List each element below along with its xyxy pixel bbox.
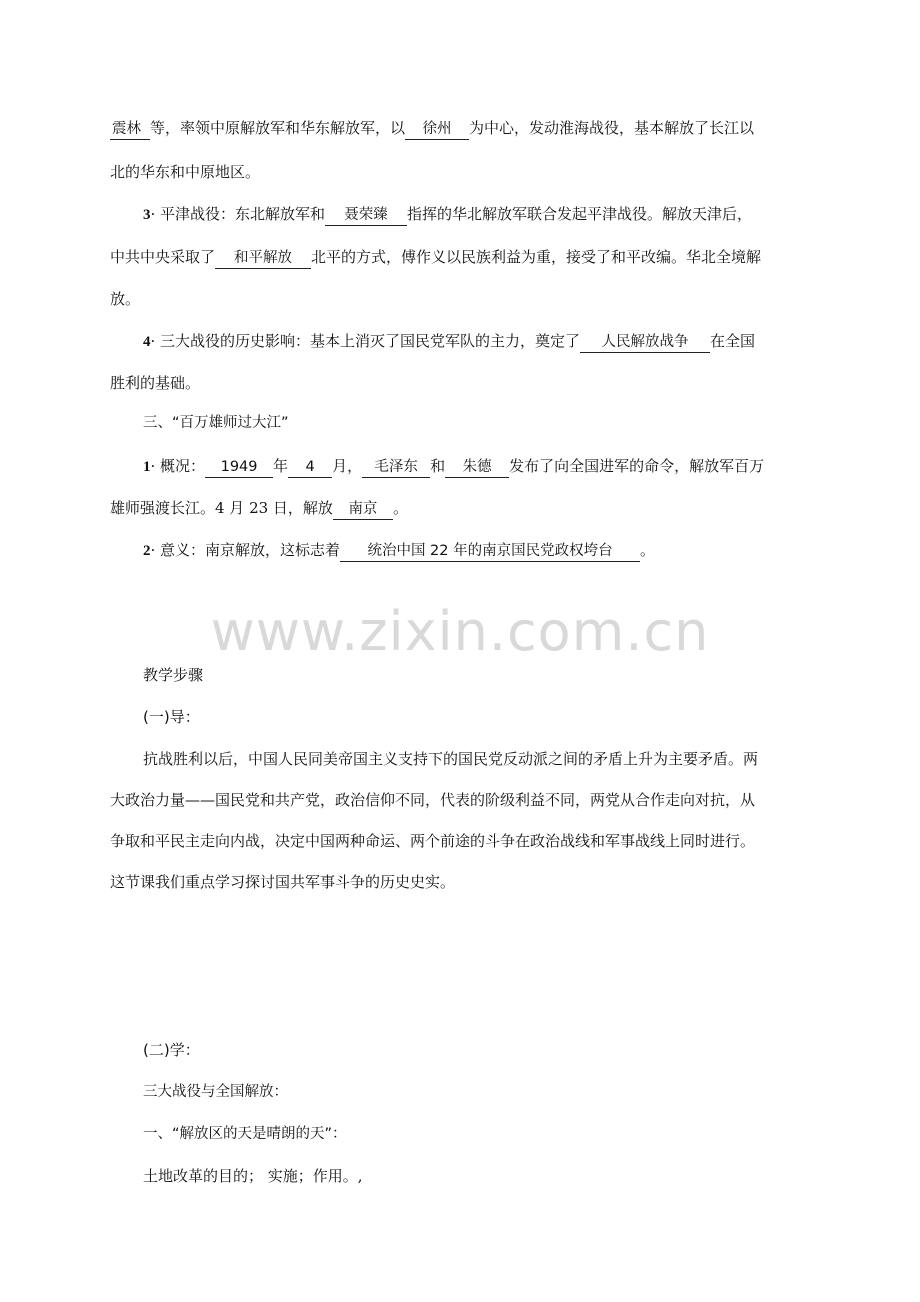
text: · 平津战役：东北解放军和 <box>150 205 326 223</box>
answer-blank: 4 <box>288 458 332 478</box>
answer-blank: 和平解放 <box>215 249 311 269</box>
text: 等，率领中原解放军和华东解放军，以 <box>150 119 406 137</box>
text: 在全国 <box>710 332 756 350</box>
answer-blank: 统治中国 22 年的南京国民党政权垮台 <box>340 542 640 562</box>
text: 月， <box>332 457 363 475</box>
item-number: 2 <box>143 543 151 559</box>
text: 为中心，发动淮海战役，基本解放了长江以 <box>469 119 755 137</box>
item-number: 3 <box>143 207 151 223</box>
learn-title: 三大战役与全国解放： <box>143 1084 288 1100</box>
text: · 意义：南京解放，这标志着 <box>150 541 341 559</box>
answer-blank: 震林 <box>110 120 150 140</box>
text: 。 <box>640 541 656 559</box>
liberation-continued-line-2 <box>110 161 260 183</box>
item-3-line-2 <box>110 246 761 268</box>
answer-blank: 徐州 <box>405 120 469 140</box>
answer-blank: 南京 <box>333 500 393 520</box>
learn-subheading: 一、“解放区的天是晴朗的天”： <box>143 1126 347 1142</box>
item-number: 1 <box>143 459 151 475</box>
text: 胜利的基础。 <box>110 374 201 392</box>
guide-paragraph-line: 争取和平民主走向内战，决定中国两种命运、两个前途的斗争在政治战线和军事战线上同时进行。 <box>110 832 756 850</box>
guide-heading: (一)导： <box>143 708 200 726</box>
item-4-line-1 <box>143 330 755 352</box>
text: 。 <box>392 499 408 517</box>
text: 北平的方式，傅作义以民族利益为重，接受了和平改编。华北全境解 <box>311 248 762 266</box>
teaching-steps-title: 教学步骤 <box>143 666 204 684</box>
learn-text-line: 土地改革的目的； 实施；作用。, <box>143 1167 363 1185</box>
section-3-item-1-line-1 <box>143 455 764 477</box>
text: · 概况： <box>150 457 206 475</box>
text: 北的华东和中原地区。 <box>110 163 261 181</box>
text: 年 <box>273 457 289 475</box>
answer-blank: 聂荣臻 <box>325 206 407 226</box>
answer-blank: 朱德 <box>445 458 509 478</box>
text: 中共中央采取了 <box>110 248 216 266</box>
guide-paragraph-line: 这节课我们重点学习探讨国共军事斗争的历史史实。 <box>110 873 456 891</box>
section-3-item-2 <box>143 539 655 561</box>
text: 发布了向全国进军的命令，解放军百万 <box>509 457 765 475</box>
text: 指挥的华北解放军联合发起平津战役。解放天津后， <box>407 205 753 223</box>
guide-paragraph-line: 抗战胜利以后，中国人民同美帝国主义支持下的国民党反动派之间的矛盾上升为主要矛盾。两 <box>143 750 759 768</box>
item-3-line-3 <box>110 288 140 310</box>
section-3-heading: 三、“百万雄师过大江” <box>143 415 289 431</box>
guide-paragraph-line: 大政治力量——国民党和共产党，政治信仰不同，代表的阶级利益不同，两党从合作走向对抗，从 <box>110 791 756 809</box>
learn-heading: (二)学： <box>143 1041 200 1059</box>
answer-blank: 人民解放战争 <box>580 333 710 353</box>
text: · 三大战役的历史影响：基本上消灭了国民党军队的主力，奠定了 <box>150 332 581 350</box>
item-3-line-1 <box>143 203 752 225</box>
item-4-line-2 <box>110 372 200 394</box>
text: 放。 <box>110 290 141 308</box>
watermark: www.zixin.com.cn <box>210 600 710 663</box>
section-3-item-1-line-2 <box>110 497 408 519</box>
text: 和 <box>430 457 446 475</box>
item-number: 4 <box>143 334 151 350</box>
answer-blank: 1949 <box>205 458 273 478</box>
text: 雄师强渡长江。4 月 23 日，解放 <box>110 499 333 517</box>
answer-blank: 毛泽东 <box>362 458 430 478</box>
liberation-continued-line-1 <box>110 117 754 139</box>
